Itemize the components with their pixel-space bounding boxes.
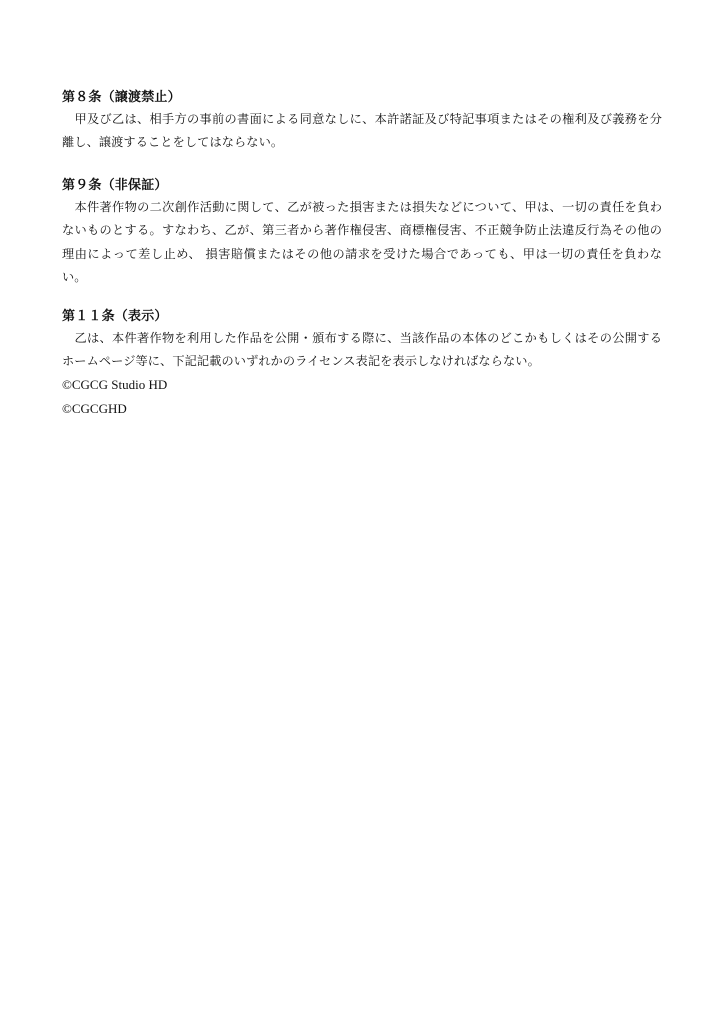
article-body: 本件著作物の二次創作活動に関して、乙が被った損害または損失などについて、甲は、一切の責任を負わないものとする。すなわち、乙が、第三者から著作権侵害、商標権侵害、不正競争防止法違反行為その他の理由によって差し止め、 損害賠償またはその他の請求を受けた場合であっても、甲は一切の責任を負わない。: [62, 200, 662, 285]
article-8: [62, 89, 662, 155]
article-body: 甲及び乙は、相手方の事前の書面による同意なしに、本許諾証及び特記事項またはその権利及び義務を分離し、譲渡することをしてはならない。: [62, 112, 662, 150]
article-heading: 第８条（譲渡禁止）: [62, 90, 181, 105]
article-heading: 第１１条（表示）: [62, 309, 168, 324]
article-heading: 第９条（非保証）: [62, 178, 168, 193]
article-9: [62, 177, 662, 290]
article-11: [62, 308, 662, 374]
license-credit-studio-hd: ©CGCG Studio HD: [62, 377, 168, 392]
article-body: 乙は、本件著作物を利用した作品を公開・頒布する際に、当該作品の本体のどこかもしくはその公開するホームページ等に、下記記載のいずれかのライセンス表記を表示しなければならない。: [62, 331, 662, 369]
license-credit-cgcghd: ©CGCGHD: [62, 401, 127, 416]
